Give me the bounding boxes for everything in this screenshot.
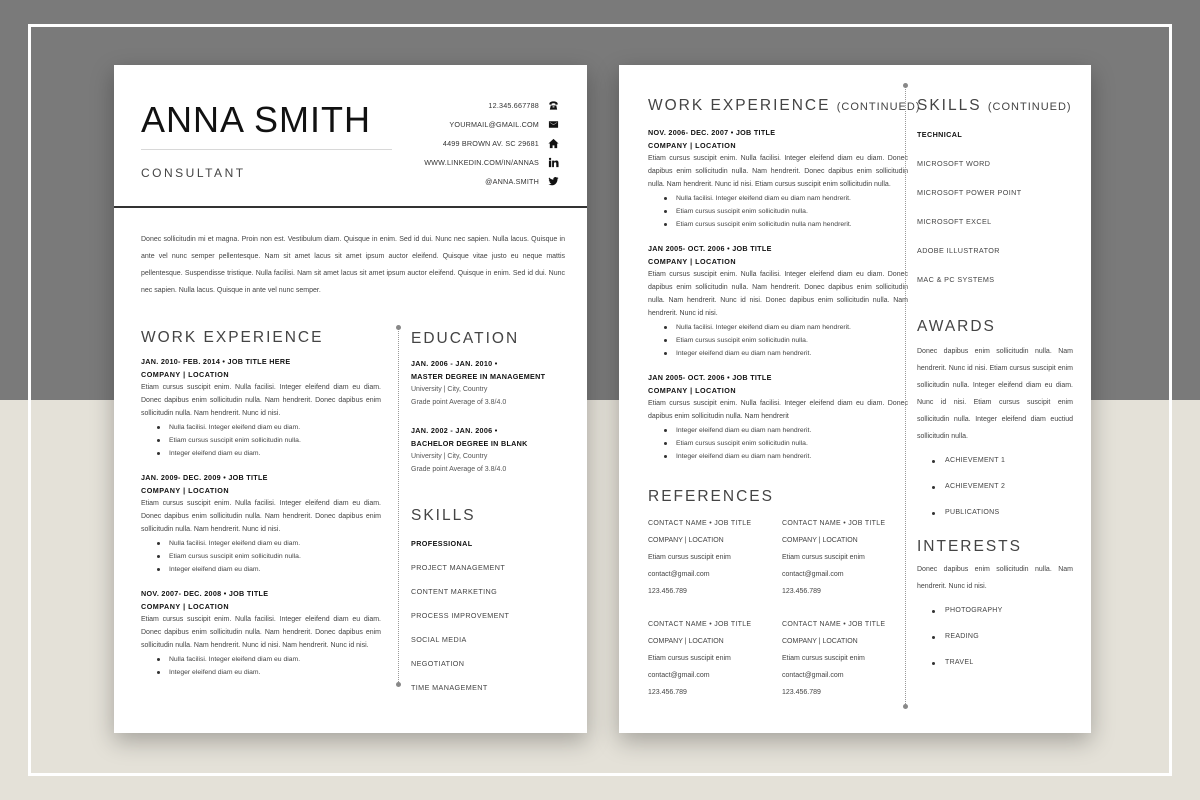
- skills-heading-text: SKILLS: [917, 97, 982, 114]
- job-bullet: Nulla facilisi. Integer eleifend diam eu diam.: [141, 653, 381, 666]
- education-item: [411, 424, 571, 476]
- education-place: University | City, Country: [411, 386, 488, 393]
- education-degree: MASTER DEGREE IN MANAGEMENT: [411, 372, 546, 381]
- reference-email: contact@gmail.com: [782, 571, 844, 578]
- reference-card: [648, 621, 751, 706]
- job-description: Etiam cursus suscipit enim. Nulla facilisi. Integer eleifend diam eu diam. Donec dapibus enim sollicitudin nulla. Nam hendrerit. Donec dapibus enim sollicitudin nulla. Nam hendrerit. Nunc id nisi.: [141, 500, 381, 533]
- interests-list: [917, 607, 1073, 666]
- list-item: ACHIEVEMENT 2: [917, 483, 1073, 490]
- contact-linkedin-text: WWW.LINKEDIN.COM/IN/ANNAS: [424, 158, 539, 167]
- reference-email: contact@gmail.com: [648, 571, 710, 578]
- job-bullet: Nulla facilisi. Integer eleifend diam eu diam.: [141, 537, 381, 550]
- job-entry: [141, 589, 381, 679]
- reference-email: contact@gmail.com: [648, 672, 710, 679]
- reference-description: Etiam cursus suscipit enim: [648, 554, 731, 561]
- education-dates: JAN. 2002 - JAN. 2006 •: [411, 426, 498, 435]
- job-bullet: Integer eleifend diam eu diam.: [141, 666, 381, 679]
- education-item: [411, 357, 571, 409]
- job-bullet: Etiam cursus suscipit enim sollicitudin nulla nam hendrerit.: [648, 218, 908, 231]
- job-company: COMPANY | LOCATION: [648, 141, 737, 150]
- reference-name: CONTACT NAME • JOB TITLE: [648, 621, 752, 628]
- skill-item: MAC & PC SYSTEMS: [917, 275, 995, 284]
- job-bullet: Etiam cursus suscipit enim sollicitudin nulla.: [141, 434, 381, 447]
- work-experience-continued-section: [648, 97, 921, 476]
- skills-subheading: PROFESSIONAL: [411, 539, 473, 548]
- list-item: PUBLICATIONS: [917, 509, 1073, 516]
- list-item: PHOTOGRAPHY: [917, 607, 1073, 614]
- job-entry: [648, 128, 908, 231]
- list-item: TRAVEL: [917, 659, 1073, 666]
- job-title: JAN 2005- OCT. 2006 • JOB TITLE: [648, 373, 772, 382]
- reference-company: COMPANY | LOCATION: [648, 638, 724, 645]
- job-bullets: [141, 653, 381, 679]
- interests-paragraph: Donec dapibus enim sollicitudin nulla. Nam hendrerit. Nunc id nisi.: [917, 566, 1073, 590]
- right-column: [917, 97, 1073, 666]
- reference-name: CONTACT NAME • JOB TITLE: [782, 520, 886, 527]
- resume-page-2: [619, 65, 1091, 733]
- job-bullet: Integer eleifend diam eu diam nam hendrerit.: [648, 450, 908, 463]
- reference-name: CONTACT NAME • JOB TITLE: [782, 621, 886, 628]
- reference-company: COMPANY | LOCATION: [782, 638, 858, 645]
- job-bullet: Etiam cursus suscipit enim sollicitudin nulla.: [141, 550, 381, 563]
- job-title: NOV. 2006- DEC. 2007 • JOB TITLE: [648, 128, 776, 137]
- job-company: COMPANY | LOCATION: [648, 257, 737, 266]
- job-company: COMPANY | LOCATION: [141, 370, 230, 379]
- work-experience-heading: WORK EXPERIENCE: [141, 329, 324, 346]
- job-bullet: Etiam cursus suscipit enim sollicitudin nulla.: [648, 334, 908, 347]
- work-experience-continued-heading: [648, 97, 921, 115]
- references-section: [648, 488, 908, 720]
- contact-phone-text: 12.345.667788: [488, 101, 539, 110]
- education-grade: Grade point Average of 3.8/4.0: [411, 466, 507, 473]
- skill-item: TIME MANAGEMENT: [411, 683, 488, 692]
- reference-card: [782, 520, 885, 605]
- job-bullet: Integer eleifend diam eu diam.: [141, 447, 381, 460]
- list-item: ACHIEVEMENT 1: [917, 457, 1073, 464]
- contact-email-text: YOURMAIL@GMAIL.COM: [449, 120, 539, 129]
- education-place: University | City, Country: [411, 453, 488, 460]
- reference-company: COMPANY | LOCATION: [782, 537, 858, 544]
- skill-item: NEGOTIATION: [411, 659, 465, 668]
- job-description: Etiam cursus suscipit enim. Nulla facilisi. Integer eleifend diam eu diam. Donec dapibus enim sollicitudin nulla. Nam hendrerit. Donec dapibus enim sollicitudin nulla. Nam hendrerit. Nunc id nisi. Nam hendrerit. Nunc id nisi.: [141, 616, 381, 649]
- reference-card: [648, 520, 751, 605]
- job-title: JAN. 2009- DEC. 2009 • JOB TITLE: [141, 473, 268, 482]
- job-bullet: Integer eleifend diam eu diam nam hendrerit.: [648, 347, 908, 360]
- header-divider: [114, 206, 587, 208]
- twitter-icon: [547, 176, 559, 188]
- job-bullet: Etiam cursus suscipit enim sollicitudin nulla.: [648, 205, 908, 218]
- phone-icon: [547, 100, 559, 112]
- list-item: READING: [917, 633, 1073, 640]
- reference-phone: 123.456.789: [648, 689, 687, 696]
- home-icon: [547, 138, 559, 150]
- contact-phone: [359, 96, 559, 115]
- skill-item: CONTENT MARKETING: [411, 587, 498, 596]
- resume-page-1: [114, 65, 587, 733]
- skills-heading: SKILLS: [411, 507, 476, 524]
- job-bullet: Integer eleifend diam eu diam nam hendrerit.: [648, 424, 908, 437]
- job-title: NOV. 2007- DEC. 2008 • JOB TITLE: [141, 589, 269, 598]
- skills-list: [411, 563, 571, 692]
- awards-heading: AWARDS: [917, 318, 996, 335]
- skill-item: MICROSOFT EXCEL: [917, 217, 992, 226]
- job-bullet: Etiam cursus suscipit enim sollicitudin nulla.: [648, 437, 908, 450]
- contact-block: [359, 96, 559, 191]
- job-company: COMPANY | LOCATION: [648, 386, 737, 395]
- work-heading-suffix: (CONTINUED): [836, 101, 921, 113]
- job-title: JAN 2005- OCT. 2006 • JOB TITLE: [648, 244, 772, 253]
- education-grade: Grade point Average of 3.8/4.0: [411, 399, 507, 406]
- linkedin-icon: [547, 157, 559, 169]
- job-list: [648, 128, 908, 463]
- contact-address: [359, 134, 559, 153]
- column-divider: [398, 328, 399, 684]
- education-heading: EDUCATION: [411, 330, 520, 347]
- summary-paragraph: Donec sollicitudin mi et magna. Proin non est. Vestibulum diam. Quisque in enim. Sed id dui. Nunc nec sapien. Nulla lacus. Quisque in ante vel nunc semper pellentesque. Nam sit amet lacus sit amet ipsum auctor eleifend. Quisque vitae justo eu neque mattis pellentesque. Suspendisse tristique. Nulla facilisi. Nam sit amet lacus sit amet ipsum auctor eleifend. Quisque in enim. Sed id dui. Nunc nec sapien. Nulla lacus. Quisque in ante vel nunc semper.: [141, 236, 565, 294]
- work-experience-section: [141, 329, 381, 692]
- job-bullets: [648, 192, 908, 231]
- job-entry: [141, 357, 381, 460]
- skills-list: [917, 159, 1073, 284]
- job-description: Etiam cursus suscipit enim. Nulla facilisi. Integer eleifend diam eu diam. Donec dapibus enim sollicitudin nulla. Nam hendrerit. Donec dapibus enim sollicitudin nulla. Nam hendrerit. Nunc id nisi. Etiam cursus suscipit enim sollicitudin nulla.: [648, 155, 908, 188]
- reference-card: [782, 621, 885, 706]
- job-title: JAN. 2010- FEB. 2014 • JOB TITLE HERE: [141, 357, 291, 366]
- skill-item: SOCIAL MEDIA: [411, 635, 467, 644]
- skills-heading-suffix: (CONTINUED): [987, 101, 1072, 113]
- job-list: [141, 357, 381, 679]
- education-dates: JAN. 2006 - JAN. 2010 •: [411, 359, 498, 368]
- job-bullet: Nulla facilisi. Integer eleifend diam eu diam nam hendrerit.: [648, 321, 908, 334]
- job-description: Etiam cursus suscipit enim. Nulla facilisi. Integer eleifend diam eu diam. Donec dapibus enim sollicitudin nulla. Nam hendrerit. Donec dapibus enim sollicitudin nulla. Nam hendrerit. Nunc id nisi.: [141, 384, 381, 417]
- awards-paragraph: Donec dapibus enim sollicitudin nulla. Nam hendrerit. Nunc id nisi. Etiam cursus suscipit enim sollicitudin nulla. Integer eleifend diam eu diam. Nunc id nisi. Etiam cursus suscipit enim sollicitudin nulla. Integer eleifend diam euctiud sollicitudin nulla.: [917, 348, 1073, 440]
- column-divider: [905, 86, 906, 706]
- contact-linkedin: [359, 153, 559, 172]
- job-entry: [648, 373, 908, 463]
- reference-description: Etiam cursus suscipit enim: [782, 554, 865, 561]
- contact-twitter-text: @ANNA.SMITH: [485, 177, 539, 186]
- skill-item: PROCESS IMPROVEMENT: [411, 611, 510, 620]
- candidate-name: ANNA SMITH: [141, 99, 372, 140]
- skills-section: [411, 507, 571, 692]
- contact-email: [359, 115, 559, 134]
- skill-item: PROJECT MANAGEMENT: [411, 563, 506, 572]
- reference-phone: 123.456.789: [648, 588, 687, 595]
- job-bullets: [648, 424, 908, 463]
- reference-company: COMPANY | LOCATION: [648, 537, 724, 544]
- reference-phone: 123.456.789: [782, 588, 821, 595]
- name-divider: [141, 149, 392, 150]
- job-entry: [648, 244, 908, 360]
- job-bullet: Integer eleifend diam eu diam.: [141, 563, 381, 576]
- job-bullets: [141, 537, 381, 576]
- candidate-role: CONSULTANT: [141, 166, 246, 180]
- reference-phone: 123.456.789: [782, 689, 821, 696]
- reference-email: contact@gmail.com: [782, 672, 844, 679]
- job-description: Etiam cursus suscipit enim. Nulla facilisi. Integer eleifend diam eu diam. Donec dapibus enim sollicitudin nulla. Nam hendrerit: [648, 400, 908, 420]
- skills-subheading: TECHNICAL: [917, 130, 963, 139]
- reference-description: Etiam cursus suscipit enim: [782, 655, 865, 662]
- job-entry: [141, 473, 381, 576]
- interests-heading: INTERESTS: [917, 538, 1022, 555]
- references-heading: REFERENCES: [648, 488, 774, 505]
- skill-item: ADOBE ILLUSTRATOR: [917, 246, 1000, 255]
- references-grid: [648, 520, 908, 720]
- job-bullets: [648, 321, 908, 360]
- skills-continued-heading: [917, 97, 1073, 115]
- reference-name: CONTACT NAME • JOB TITLE: [648, 520, 752, 527]
- skill-item: MICROSOFT WORD: [917, 159, 991, 168]
- education-degree: BACHELOR DEGREE IN BLANK: [411, 439, 528, 448]
- reference-description: Etiam cursus suscipit enim: [648, 655, 731, 662]
- skill-item: MICROSOFT POWER POINT: [917, 188, 1022, 197]
- job-company: COMPANY | LOCATION: [141, 486, 230, 495]
- awards-list: [917, 457, 1073, 516]
- job-bullet: Nulla facilisi. Integer eleifend diam eu diam nam hendrerit.: [648, 192, 908, 205]
- job-bullets: [141, 421, 381, 460]
- job-company: COMPANY | LOCATION: [141, 602, 230, 611]
- job-description: Etiam cursus suscipit enim. Nulla facilisi. Integer eleifend diam eu diam. Donec dapibus enim sollicitudin nulla. Nam hendrerit. Donec dapibus enim sollicitudin nulla. Nam hendrerit. Nunc id nisi. Donec dapibus enim sollicitudin nulla. Nam hendrerit. Nunc id nisi.: [648, 271, 908, 317]
- contact-twitter: [359, 172, 559, 191]
- work-heading-text: WORK EXPERIENCE: [648, 97, 831, 114]
- contact-address-text: 4499 BROWN AV. SC 29681: [442, 139, 539, 148]
- mail-icon: [547, 119, 559, 131]
- education-section: [411, 330, 571, 476]
- job-bullet: Nulla facilisi. Integer eleifend diam eu diam.: [141, 421, 381, 434]
